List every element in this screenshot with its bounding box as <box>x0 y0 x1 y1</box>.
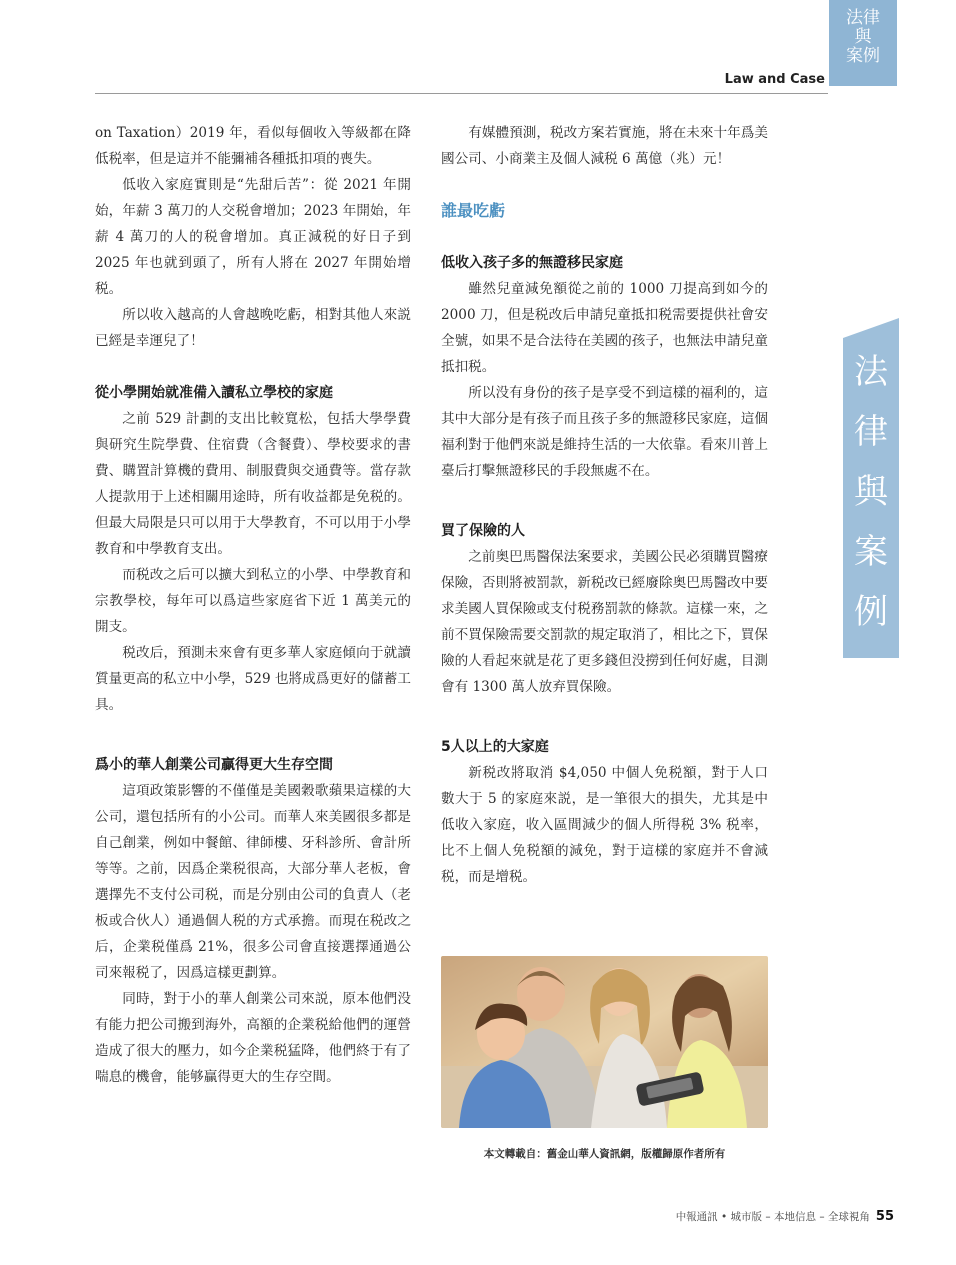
section-tag-line: 與 <box>854 27 872 47</box>
paragraph: 之前 529 計劃的支出比較寬松，包括大學學費與研究生院學費、住宿費（含餐費）、學校要求的書費、購置計算機的費用、制服費與交通費等。當存款人提款用于上述相關用途時，所有收益都是免税的。但最大局限是只可以用于大學教育，不可以用于小學教育和中學教育支出。 <box>95 411 411 557</box>
spacer <box>441 700 768 734</box>
paragraph: 雖然兒童減免額從之前的 1000 刀提高到如今的 2000 刀，但是税改后申請兒童抵扣税需要提供社會安全號，如果不是合法待在美國的孩子，也無法申請兒童抵扣税。 <box>441 281 768 375</box>
photo-caption: 本文轉載自：舊金山華人資訊網，版權歸原作者所有 <box>483 1148 726 1160</box>
spacer <box>441 484 768 518</box>
footer-text: 中報通訊 • 城市版 – 本地信息 – 全球視角 <box>675 1211 870 1223</box>
paragraph: 之前奥巴馬醫保法案要求，美國公民必須購買醫療保險，否則將被罰款，新税改已經廢除奥巴馬醫改中要求美國人買保險或支付税務罰款的條款。這樣一來，之前不買保險需要交罰款的規定取消了，相比之下，買保險的人看起來就是花了更多錢但没撈到任何好處，目測會有 1300 萬人放弃買保險。 <box>441 549 768 695</box>
section-tag-line: 法律 <box>846 8 880 28</box>
subheading: 爲小的華人創業公司贏得更大生存空間 <box>95 757 333 773</box>
side-tab-char: 法 <box>854 352 888 392</box>
paragraph: 税改后，預測未來會有更多華人家庭傾向于就讀質量更高的私立中小學，529 也將成爲更好的儲蓄工具。 <box>95 645 411 713</box>
section-tag <box>829 0 897 86</box>
side-tab-char: 例 <box>854 592 888 632</box>
header-divider <box>95 93 828 94</box>
subheading: 5人以上的大家庭 <box>441 739 549 755</box>
section-tag-line: 案例 <box>846 46 880 66</box>
paragraph: 所以没有身份的孩子是享受不到這樣的福利的，這其中大部分是有孩子而且孩子多的無證移民家庭，這個福利對于他們來説是維持生活的一大依靠。看來川普上臺后打擊無證移民的手段無處不在。 <box>441 385 768 479</box>
side-tab-char: 與 <box>854 472 888 512</box>
section-subtitle: Law and Case <box>724 72 825 87</box>
subheading: 買了保險的人 <box>441 523 525 539</box>
side-tab-char: 律 <box>854 412 888 452</box>
page-footer <box>520 1209 894 1224</box>
paragraph: 這項政策影響的不僅僅是美國穀歌蘋果這樣的大公司，還包括所有的小公司。而華人來美國很多都是自己創業，例如中餐館、律師樓、牙科診所、會計所等等。之前，因爲企業税很高，大部分華人老板，會選擇先不支付公司税，而是分别由公司的負責人（老板或合伙人）通過個人税的方式承擔。而現在税改之后，企業税僅爲 21%，很多公司會直接選擇通過公司來報税了，因爲這樣更劃算。 <box>95 783 411 981</box>
spacer <box>95 354 411 380</box>
left-column <box>95 120 411 1090</box>
page-number: 55 <box>875 1209 894 1224</box>
paragraph: 而税改之后可以擴大到私立的小學、中學教育和宗教學校，每年可以爲這些家庭省下近 1 萬美元的開支。 <box>95 567 411 635</box>
paragraph: on Taxation）2019 年，看似每個收入等級都在降低税率，但是這并不能彌補各種抵扣項的喪失。 <box>95 125 411 167</box>
paragraph: 低收入家庭實則是“先甜后苦”：從 2021 年開始，年薪 3 萬刀的人交税會增加；2023 年開始，年薪 4 萬刀的人的税會增加。真正減税的好日子到 2025 年也就到頭了，所有人將在 2027 年開始增税。 <box>95 177 411 297</box>
paragraph: 新税改將取消 $4,050 中個人免税額，對于人口數大于 5 的家庭來説，是一筆很大的損失，尤其是中低收入家庭，收入區間減少的個人所得税 3% 税率，比不上個人免税額的減免，對于這樣的家庭并不會減税，而是增税。 <box>441 765 768 885</box>
section-heading: 誰最吃虧 <box>441 201 506 220</box>
subheading: 低收入孩子多的無證移民家庭 <box>441 255 623 271</box>
side-tab-text <box>843 342 899 642</box>
paragraph: 同時，對于小的華人創業公司來説，原本他們没有能力把公司搬到海外，高額的企業税給他們的運營造成了很大的壓力，如今企業税猛降，他們終于有了喘息的機會，能够贏得更大的生存空間。 <box>95 991 411 1085</box>
subheading: 從小學開始就准備入讀私立學校的家庭 <box>95 385 333 401</box>
paragraph: 有媒體預測，税改方案若實施，將在未來十年爲美國公司、小商業主及個人減税 6 萬億（兆）元！ <box>441 125 768 167</box>
paragraph: 所以收入越高的人會越晚吃虧，相對其他人來説已經是幸運兒了！ <box>95 307 411 349</box>
family-photo <box>441 956 768 1128</box>
spacer <box>441 224 768 250</box>
right-column <box>441 120 768 890</box>
spacer <box>95 718 411 752</box>
spacer <box>441 172 768 198</box>
side-tab-char: 案 <box>854 532 888 572</box>
family-photo-illustration <box>441 956 768 1128</box>
